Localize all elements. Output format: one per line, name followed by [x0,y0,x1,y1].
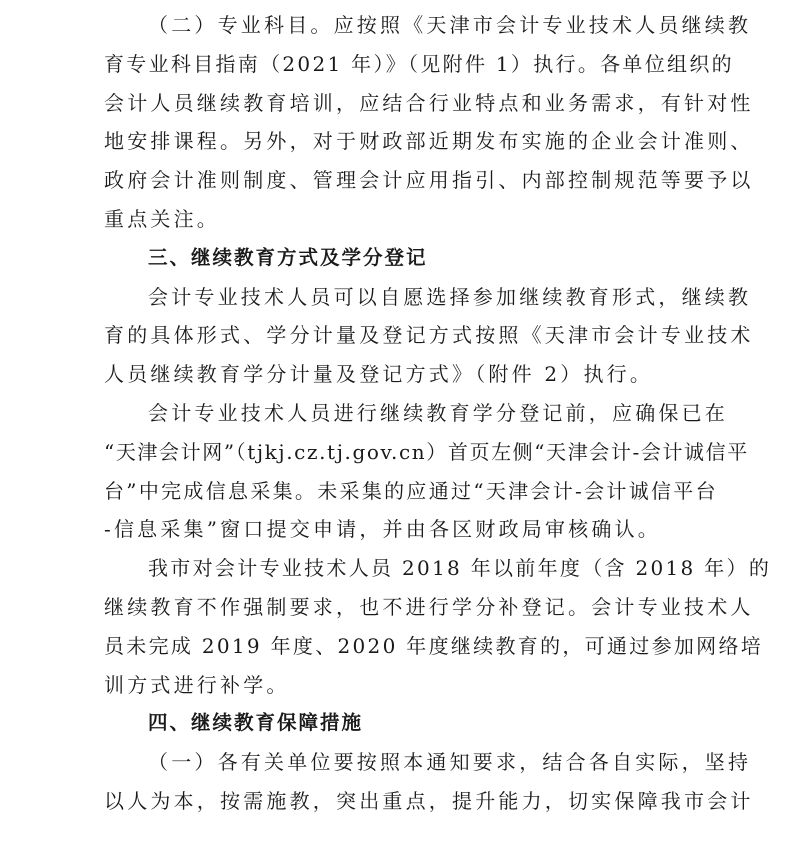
paragraph-line: 人员继续教育学分计量及登记方式》（附件 2）执行。 [104,362,654,387]
section-heading: 四、继续教育保障措施 [148,711,364,735]
paragraph-line: 政府会计准则制度、管理会计应用指引、内部控制规范等要予以 [104,168,754,193]
paragraph-line: 会计专业技术人员可以自愿选择参加继续教育形式，继续教 [148,284,752,309]
paragraph-line: “天津会计网”（tjkj.cz.tj.gov.cn）首页左侧“天津会计-会计诚信平 [104,439,749,464]
paragraph-line: 会计人员继续教育培训，应结合行业特点和业务需求，有针对性 [104,90,754,115]
paragraph-line: 员未完成 2019 年度、2020 年度继续教育的，可通过参加网络培 [104,633,764,658]
paragraph-line: 我市对会计专业技术人员 2018 年以前年度（含 2018 年）的 [148,556,772,581]
paragraph-line: （二）专业科目。应按照《天津市会计专业技术人员继续教 [148,13,752,37]
paragraph-line: 重点关注。 [104,206,220,231]
section-heading: 三、继续教育方式及学分登记 [148,245,428,269]
paragraph-line: 育专业科目指南（2021 年）》（见附件 1）执行。各单位组织的 [104,51,734,76]
paragraph-line: 训方式进行补学。 [104,672,290,697]
paragraph-line: 地安排课程。另外，对于财政部近期发布实施的企业会计准则、 [104,129,754,154]
paragraph-line: 育的具体形式、学分计量及登记方式按照《天津市会计专业技术 [104,323,754,348]
paragraph-line: 继续教育不作强制要求，也不进行学分补登记。会计专业技术人 [104,594,754,619]
paragraph-line: 会计专业技术人员进行继续教育学分登记前，应确保已在 [148,400,728,425]
paragraph-line: 台”中完成信息采集。未采集的应通过“天津会计-会计诚信平台 [104,478,718,503]
paragraph-line: （一）各有关单位要按照本通知要求，结合各自实际，坚持 [148,750,752,775]
paragraph-line: -信息采集”窗口提交申请，并由各区财政局审核确认。 [104,517,661,542]
paragraph-line: 以人为本，按需施教，突出重点，提升能力，切实保障我市会计 [104,788,754,813]
